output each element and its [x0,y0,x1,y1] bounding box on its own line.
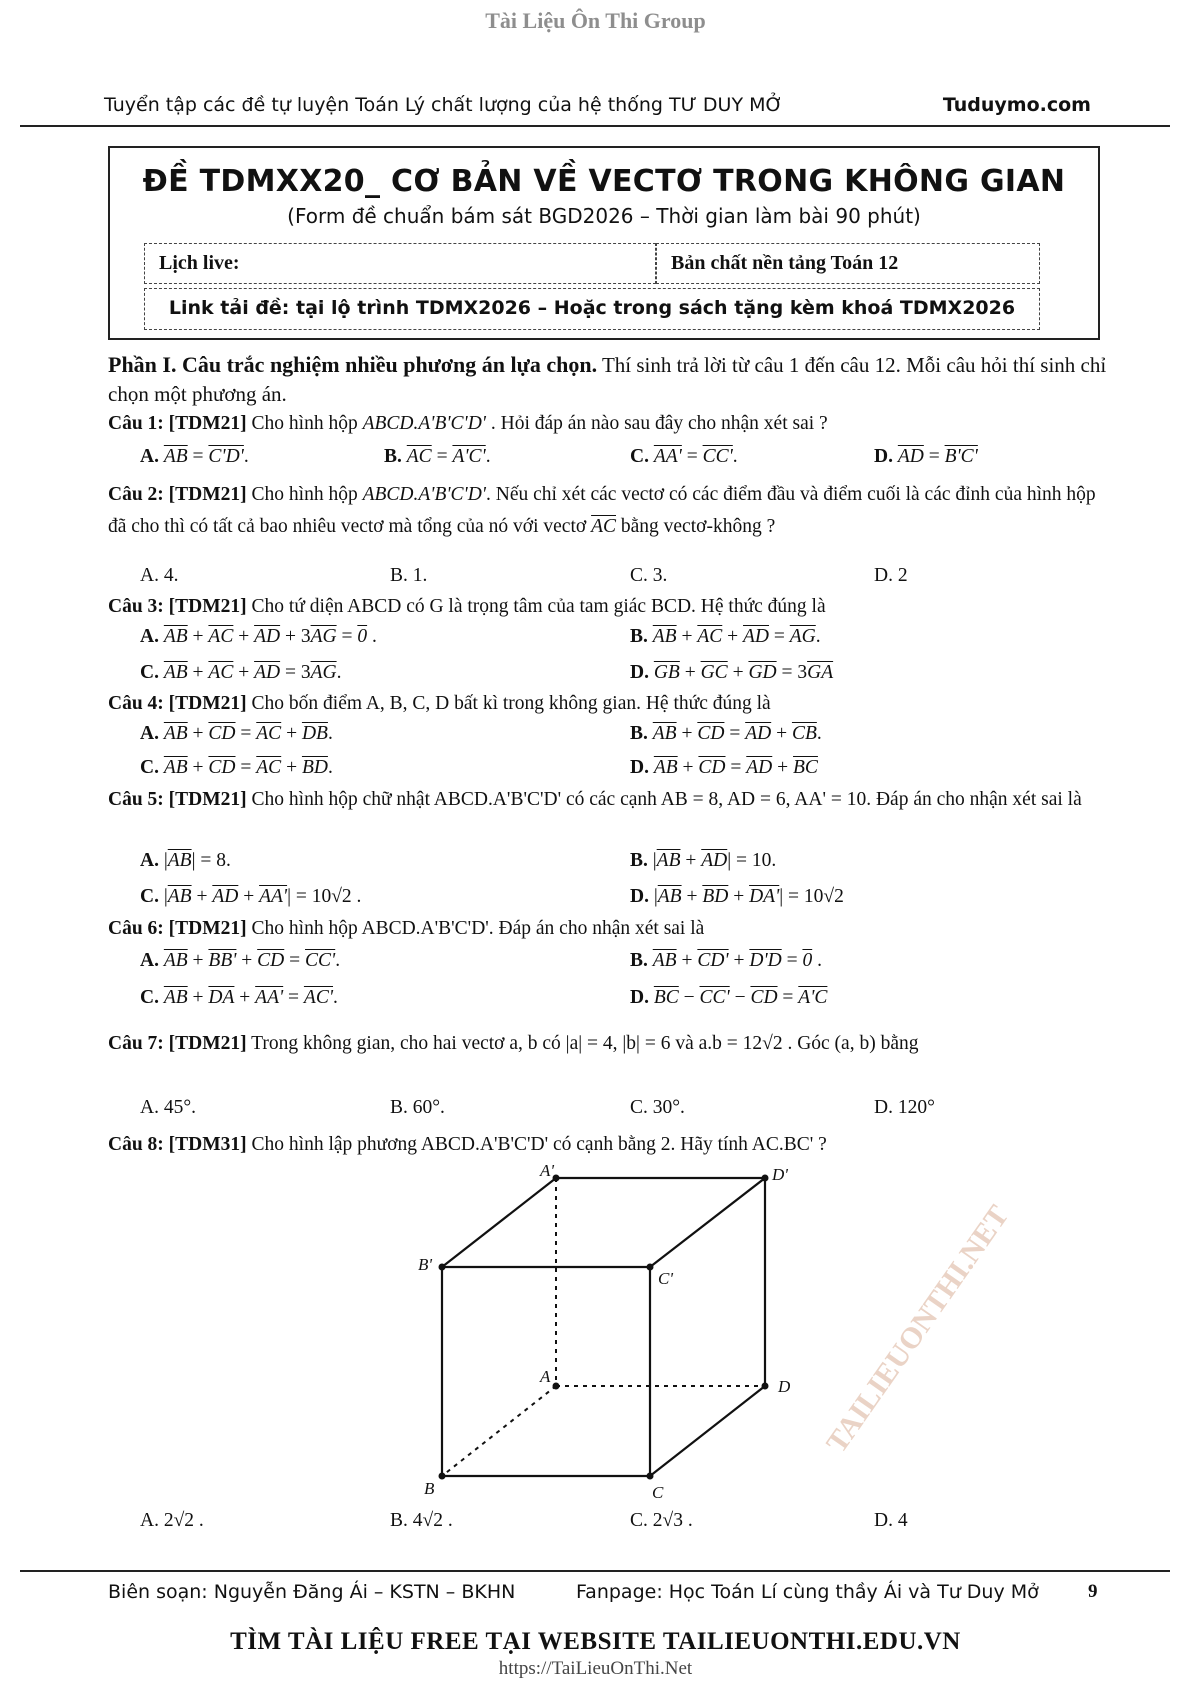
footer-author: Biên soạn: Nguyễn Đăng Ái – KSTN – BKHN [108,1581,516,1603]
live-schedule-cell [144,243,656,284]
label-a: A [540,1367,551,1386]
hidden-edge-a-b [442,1386,556,1476]
q4-option-d[interactable]: D. $\overline{AB} + \overline{CD} = \overline{AD} + \overline{BC}$ [630,757,818,778]
footer-fanpage: Fanpage: Học Toán Lí cùng thầy Ái và Tư Duy Mở [576,1581,1039,1603]
part1-instruction: Thí sinh trả lời từ câu 1 đến câu 12. Mỗi câu hỏi thí sinh chỉ chọn một phương án. [108,353,1107,406]
label-d1: D' [772,1165,788,1184]
q8-option-b[interactable]: B. 4√2 . [390,1510,453,1531]
vertex-d1 [762,1175,769,1182]
top-watermark: Tài Liệu Ôn Thi Group [485,8,706,33]
q8-option-d[interactable]: D. 4 [874,1510,908,1531]
q1-option-c[interactable]: C. AA' = CC'. [630,446,738,467]
label-c: C [652,1483,664,1500]
question-1: Câu 1: [TDM21] Cho hình hộp ABCD.A'B'C'D' . Hỏi đáp án nào sau đây cho nhận xét sai ? [108,413,828,434]
vertex-b1 [439,1264,446,1271]
label-d: D [778,1377,791,1396]
q2-option-d[interactable]: D. 2 [874,565,908,586]
q8-option-a[interactable]: A. 2√2 . [140,1510,204,1531]
question-4-label: Câu 4: [TDM21] [108,693,247,714]
question-1-label: Câu 1: [TDM21] [108,413,247,434]
question-6-label: Câu 6: [TDM21] [108,918,247,939]
q6-option-c[interactable]: C. $\overline{AB} + \overline{DA} + AA' = AC'$. [140,987,338,1008]
q1-option-a[interactable]: A. $\overline{AB} = C'D'$. [140,446,249,467]
part1-heading: Phần I. Câu trắc nghiệm nhiều phương án lựa chọn. [108,352,598,377]
question-7-label: Câu 7: [TDM21] [108,1033,247,1054]
question-8-label: Câu 8: [TDM31] [108,1134,247,1155]
vertex-d [762,1383,769,1390]
q3-option-a[interactable]: A. $\overline{AB} + \overline{AC} + \overline{AD} + 3\overline{AG} = 0$ . [140,626,377,647]
edge-c-d [650,1386,765,1476]
q6-option-a[interactable]: A. $\overline{AB} + BB' + \overline{CD} = CC'$. [140,950,341,971]
q7-option-c[interactable]: C. 30°. [630,1097,685,1118]
header-rule [20,125,1170,127]
vertex-a [553,1383,560,1390]
label-a1: A' [540,1161,555,1180]
footer-rule [20,1570,1170,1572]
q5-option-a[interactable]: A. $|\overline{AB}| = 8$. [140,850,231,871]
q2-option-b[interactable]: B. 1. [390,565,428,586]
q8-option-c[interactable]: C. 2√3 . [630,1510,693,1531]
vertex-c [647,1473,654,1480]
q4-option-a[interactable]: A. $\overline{AB} + \overline{CD} = \overline{AC} + \overline{DB}$. [140,723,333,744]
question-7: Câu 7: [TDM21] Trong không gian, cho hai vectơ a, b có |a| = 4, |b| = 6 và a.b = 12√2 . Góc (a, b) bằng [108,1033,919,1054]
q4-option-c[interactable]: C. $\overline{AB} + \overline{CD} = \overline{AC} + \overline{BD}$. [140,757,333,778]
bottom-url[interactable]: https://TaiLieuOnThi.Net [498,1658,693,1679]
q6-option-d[interactable]: D. $\overline{BC} - CC' - \overline{CD} = A'C$ [630,987,828,1008]
page-subtitle: (Form đề chuẩn bám sát BGD2026 – Thời gian làm bài 90 phút) [287,204,921,228]
q3-option-b[interactable]: B. $\overline{AB} + \overline{AC} + \overline{AD} = \overline{AG}$. [630,626,821,647]
download-link-text: Link tải đề: tại lộ trình TDMX2026 – Hoặc trong sách tặng kèm khoá TDMX2026 [168,297,1016,319]
question-4: Câu 4: [TDM21] Cho bốn điểm A, B, C, D bất kì trong không gian. Hệ thức đúng là [108,693,771,714]
question-8: Câu 8: [TDM31] Cho hình lập phương ABCD.A'B'C'D' có cạnh bằng 2. Hãy tính AC.BC' ? [108,1134,827,1155]
cube-figure [400,1160,820,1500]
q1-option-b[interactable]: B. $\overline{AC} = A'C'$. [384,446,491,467]
vertex-c1 [647,1264,654,1271]
q5-option-c[interactable]: C. $|\overline{AB} + \overline{AD} + AA'| = 10√2$ . [140,886,362,907]
part1-intro [108,350,1108,409]
question-5: Câu 5: [TDM21] Cho hình hộp chữ nhật ABCD.A'B'C'D' có các cạnh AB = 8, AD = 6, AA' = 10. Đáp án cho nhận xét sai là [108,789,1082,810]
q5-option-b[interactable]: B. $|\overline{AB} + \overline{AD}| = 10$. [630,850,777,871]
question-2: Câu 2: [TDM21] Cho hình hộp ABCD.A'B'C'D'. Nếu chỉ xét các vectơ có các điểm đầu và điểm cuối là các đỉnh của hình hộp đã cho thì có tất cả bao nhiêu vectơ mà tổng của nó với vectơ $\overline{AC}$ bằng vectơ-không ? [108,484,1096,537]
title-box [108,146,1100,340]
q7-option-d[interactable]: D. 120° [874,1097,935,1118]
header-website[interactable]: Tuduymo.com [942,94,1091,116]
question-3-label: Câu 3: [TDM21] [108,596,247,617]
q2-option-c[interactable]: C. 3. [630,565,668,586]
q3-option-d[interactable]: D. $\overline{GB} + \overline{GC} + \overline{GD} = 3\overline{GA}$ [630,662,834,683]
download-link-cell[interactable] [144,288,1040,330]
q2-option-a[interactable]: A. 4. [140,565,179,586]
edge-d1-c1 [650,1178,765,1267]
q7-option-b[interactable]: B. 60°. [390,1097,445,1118]
topic-label: Bản chất nền tảng Toán 12 [671,252,899,274]
q6-option-b[interactable]: B. $\overline{AB} + CD' + D'D = 0$ . [630,950,822,971]
page-title: ĐỀ TDMXX20_ CƠ BẢN VỀ VECTƠ TRONG KHÔNG GIAN [142,164,1066,199]
topic-cell [656,243,1040,284]
live-schedule-label: Lịch live: [159,252,240,274]
label-b1: B' [418,1255,433,1274]
question-5-label: Câu 5: [TDM21] [108,789,247,810]
diagonal-watermark: TAILIEUONTHI.NET [820,1199,1016,1459]
q1-option-d[interactable]: D. $\overline{AD} = B'C'$ [874,446,978,467]
q4-option-b[interactable]: B. $\overline{AB} + \overline{CD} = \overline{AD} + \overline{CB}$. [630,723,822,744]
vertex-b [439,1473,446,1480]
label-b: B [424,1479,435,1498]
header-series-title: Tuyển tập các đề tự luyện Toán Lý chất lượng của hệ thống TƯ DUY MỞ [104,94,783,116]
question-2-label: Câu 2: [TDM21] [108,484,247,505]
q3-option-c[interactable]: C. $\overline{AB} + \overline{AC} + \overline{AD} = 3\overline{AG}$. [140,662,342,683]
bottom-banner[interactable]: TÌM TÀI LIỆU FREE TẠI WEBSITE TAILIEUONTHI.EDU.VN [230,1628,961,1655]
question-6: Câu 6: [TDM21] Cho hình hộp ABCD.A'B'C'D'. Đáp án cho nhận xét sai là [108,918,705,939]
q5-option-d[interactable]: D. $|\overline{AB} + \overline{BD} + DA'| = 10√2$ [630,886,844,907]
label-c1: C' [658,1269,673,1288]
question-3: Câu 3: [TDM21] Cho tứ diện ABCD có G là trọng tâm của tam giác BCD. Hệ thức đúng là [108,596,826,617]
q7-option-a[interactable]: A. 45°. [140,1097,197,1118]
edge-a1-b1 [442,1178,556,1267]
page-number: 9 [1088,1581,1098,1602]
